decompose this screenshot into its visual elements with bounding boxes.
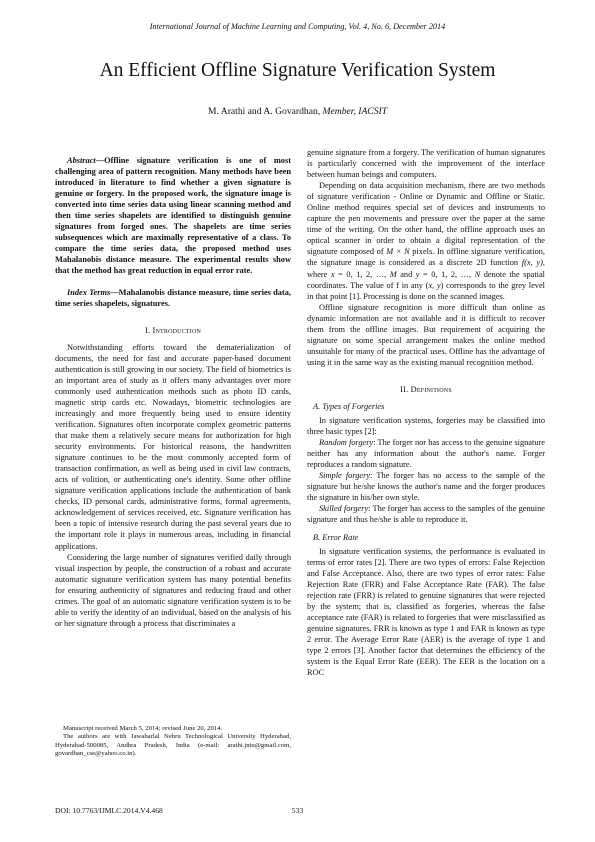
journal-header: International Journal of Machine Learning and Computing, Vol. 4, No. 6, December 2014 [149, 22, 446, 31]
intro-paragraph-4: Depending on data acquisition mechanism, there are two methods of signature verification - Online or Dynamic and Offline or Static. Online method requires special set of devices and instruments to capture the pen movements and pressure over the paper at the same time of the writing. On the other hand, the offline approach uses an optical scanner in order to obtain a digital representation of the signature composed of M × N pixels. In offline signature verification, the signature image is considered as a discrete 2D function f(x, y), where x = 0, 1, 2, …, M and y = 0, 1, 2, …, N denote the spatial coordinates. The value of f in any (x, y) corresponds to the grey level in that point [1]. Processing is done on the scanned images. [307, 181, 545, 301]
right-column [307, 147, 545, 678]
author-line [0, 106, 595, 117]
intro-paragraph-5: Offline signature recognition is more difficult than online as dynamic information are not available and it is difficult to recover them from the offline images. But requirement of acquiring the signature on some special arrangement makes the online method unsuitable for many of the practical uses. Offline has the advantage of using it in the same way as the existing manual recognition method. [307, 302, 545, 367]
index-terms-text: —Mahalanobis distance measure, time series data, time series shapelets, signatures. [55, 287, 291, 308]
forgeries-paragraph-1: In signature verification systems, forgeries may be classified into three basic types [2]: [307, 416, 545, 437]
author-role: Member, IACSIT [322, 106, 388, 117]
abstract-text: —Offline signature verification is one of most challenging area of pattern recognition. Many methods have been introduced in literature to find whether a given signature is genuine or forgery. In the proposed work, the signature image is converted into time series data using linear scanning method and then time series shapelets are identified to distinguish genuine signatures from forged ones. The shapelets are time series subsequences which are maximally representative of a class. To compare the time series data, the proposed method uses Mahalanobis distance measure. The experimental results show that the method has great reduction in equal error rate. [55, 156, 291, 276]
section-heading-definitions: II. Definitions [400, 384, 452, 394]
footnote-received: Manuscript received March 5, 2014; revised June 20, 2014. [63, 725, 223, 732]
index-terms [55, 287, 291, 309]
abstract-label: Abstract [67, 156, 96, 165]
page-number: 533 [291, 806, 304, 815]
author-names: M. Arathi and A. Govardhan, [207, 106, 323, 117]
skilled-forgery-paragraph: Skilled forgery: The forger has access to the samples of the genuine signature and thus he/she is able to reproduce it. [307, 504, 546, 525]
footnote [55, 725, 291, 759]
index-terms-label: Index Terms [67, 287, 111, 297]
intro-paragraph-2: Considering the large number of signatures verified daily through visual inspection by people, the construction of a robust and accurate automatic signature verification system has many potential benefits for ensuring authenticity of signatures and reducing fraud and other crimes. The goal of an automatic signature verification system is to be able to verify the identity of an individual, based on the analysis of his or her signature through a process that discriminates a [55, 552, 291, 628]
paper-title: An Efficient Offline Signature Verification System [99, 60, 496, 81]
subsection-heading-forgeries: A. Types of Forgeries [313, 401, 385, 411]
simple-forgery-paragraph: Simple forgery: The forger has no access to the sample of the signature but he/she knows the author's name and the forger produces the signature in his/her own style. [307, 471, 545, 503]
error-rate-paragraph: In signature verification systems, the performance is evaluated in terms of error rates [2]. There are two types of errors: False Rejection and False Acceptance. Also, there are two types of error rates: False Rejection Rate (FRR) and False Acceptance Rate (FAR). The false rejection rate (FRR) is related to genuine signatures that were rejected by the system; that is, classified as forgeries, whereas the false acceptance rate (FAR) is related to forgeries that were misclassified as genuine signatures. FRR is known as type 1 and FAR is known as type 2 error. The Average Error Rate (AER) is the average of type 1 and type 2 errors [3]. Another factor that determines the efficiency of the system is the Equal Error Rate (EER). The EER is the location on a ROC [307, 546, 545, 678]
intro-paragraph-3: genuine signature from a forgery. The verification of human signatures is particularly concerned with the improvement of the interface between human beings and computers. [307, 148, 545, 180]
intro-paragraph-1: Notwithstanding efforts toward the dematerialization of documents, the need for fast and accurate paper-based document authentication is still growing in our society. The field of biometrics is an important area of study as it offers many advantages over more commonly used authentication methods such as photo ID cards, magnetic strip cards etc. Nowadays, biometric technologies are increasingly and more frequently being used to ensure identity verification. Signatures often incorporate complex geometric patterns that make them a relatively secure means for authorization for high security environments. For historical reasons, the handwritten signature continues to be the most commonly accepted form of transaction confirmation, as well as being used in civil law contracts, acts of volition, or authenticating one's identity. Some other offline signature verification applications include the authentication of bank checks, ID personal cards, administrative forms, formal agreements, acknowledgement of services received, etc. Signature verification has been a topic of intensive research during the past several years due to the important role it plays in numerous areas, including in financial applications. [55, 342, 291, 551]
abstract [55, 155, 291, 277]
random-forgery-paragraph: Random forgery: The forger nor has access to the genuine signature neither has any information about the author's name. Forger reproduces a random signature. [307, 438, 545, 470]
subsection-heading-error-rate: B. Error Rate [313, 532, 359, 542]
doi-footer: DOI: 10.7763/IJMLC.2014.V4.468 [55, 806, 163, 815]
footnote-affiliation: The authors are with Jawaharlal Nehru Technological University Hyderabad, Hyderabad-500085, Andhra Pradesh, India (e-mail: arathi.jntu@gmail.com, govardhan_cse@yahoo.co.in). [55, 733, 291, 758]
left-column [55, 147, 291, 629]
section-heading-introduction: I. Introduction [144, 325, 202, 335]
